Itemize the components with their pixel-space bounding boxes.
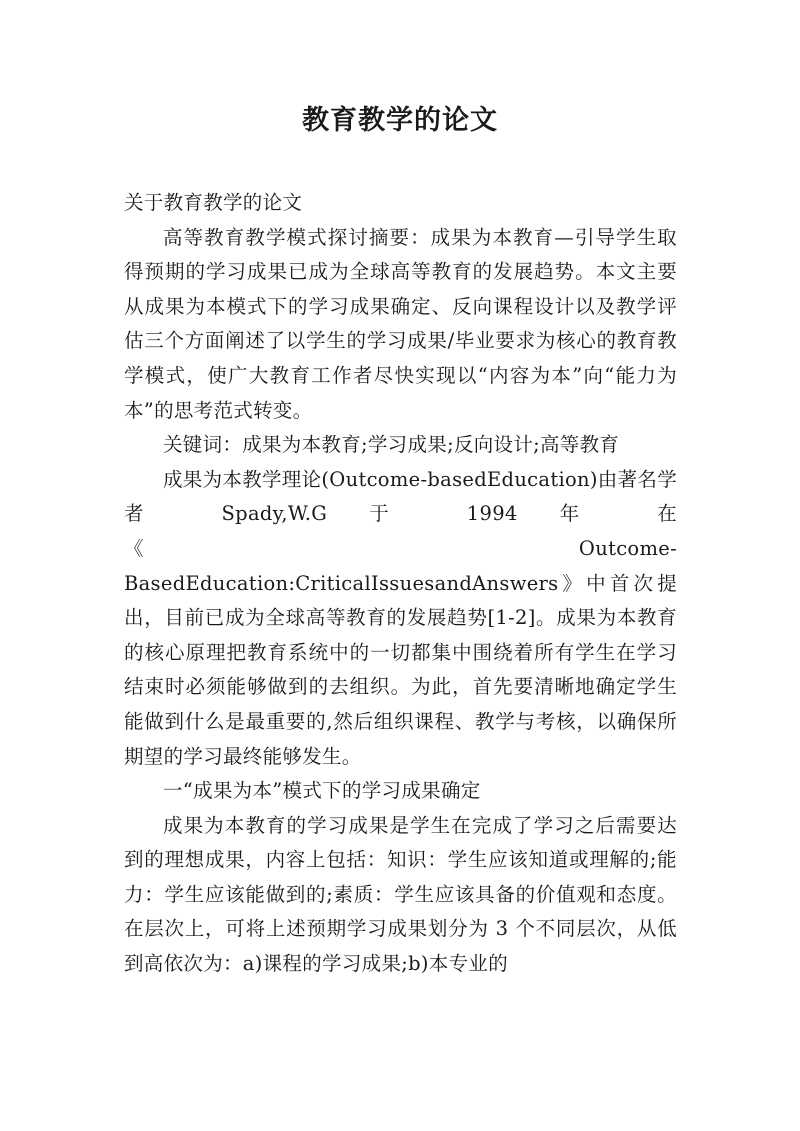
document-body	[124, 186, 677, 982]
intro-line: 关于教育教学的论文	[124, 191, 303, 214]
keywords-paragraph: 关键词：成果为本教育;学习成果;反向设计;高等教育	[163, 433, 620, 457]
section-heading-1: 一“成果为本”模式下的学习成果确定	[163, 779, 481, 803]
abstract-paragraph: 高等教育教学模式探讨摘要：成果为本教育—引导学生取得预期的学习成果已成为全球高等教育的发展趋势。本文主要从成果为本模式下的学习成果确定、反向课程设计以及教学评估三个方面阐述了以学生的学习成果/毕业要求为核心的教育教学模式，使广大教育工作者尽快实现以“内容为本”向“能力为本”的思考范式转变。	[124, 225, 677, 422]
document-title: 教育教学的论文	[302, 105, 498, 136]
obe-theory-paragraph-line: 成果为本教学理论(Outcome-basedEducation)由著名学者 Spady,W.G 于 1994 年 在	[124, 467, 678, 526]
obe-theory-paragraph: 《Outcome-BasedEducation:CriticalIssuesandAnswers》中首次提出，目前已成为全球高等教育的发展趋势[1-2]。成果为本教育的核心原理把教育系统中的一切都集中围绕着所有学生在学习结束时必须能够做到的去组织。为此，首先要清晰地确定学生能做到什么是最重要的,然后组织课程、教学与考核，以确保所期望的学习最终能够发生。	[124, 536, 677, 768]
learning-outcomes-paragraph: 成果为本教育的学习成果是学生在完成了学习之后需要达到的理想成果，内容上包括：知识：学生应该知道或理解的;能力：学生应该能做到的;素质：学生应该具备的价值观和态度。在层次上，可将上述预期学习成果划分为 3 个不同层次，从低到高依次为：a)课程的学习成果;b)本专业的	[124, 813, 677, 976]
